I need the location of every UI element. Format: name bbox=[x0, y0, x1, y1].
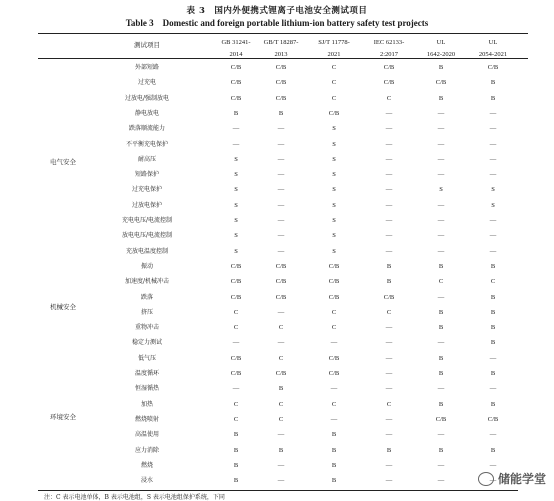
table-cell: B bbox=[438, 324, 444, 332]
table-row bbox=[0, 412, 554, 427]
table-cell: — bbox=[330, 339, 338, 347]
table-cell: S bbox=[332, 247, 336, 255]
table-cell: — bbox=[437, 477, 445, 485]
table-cell: — bbox=[277, 171, 285, 179]
header-standard bbox=[415, 38, 467, 59]
table-cell: C bbox=[278, 400, 284, 408]
table-cell: C bbox=[438, 278, 444, 286]
category-mechanical: 机械安全 bbox=[50, 303, 76, 311]
header-standard bbox=[467, 38, 519, 59]
table-cell: — bbox=[437, 217, 445, 224]
table-cell: C/B bbox=[328, 370, 340, 377]
table-cell: — bbox=[385, 431, 393, 439]
row-item-label: 充电电压/电流控制 bbox=[121, 217, 173, 224]
wechat-icon bbox=[478, 472, 494, 486]
table-cell: — bbox=[232, 140, 240, 148]
table-cell: C bbox=[278, 415, 284, 423]
table-cell: — bbox=[385, 140, 393, 148]
table-cell: — bbox=[489, 155, 497, 163]
table-cell: C bbox=[331, 64, 337, 71]
table-title-cn: 表 3 国内外便携式锂离子电池安全测试项目 bbox=[186, 6, 368, 16]
table-cell: B bbox=[490, 324, 496, 332]
table-cell: — bbox=[437, 125, 445, 133]
table-cell: — bbox=[489, 385, 497, 393]
table-row bbox=[0, 182, 554, 197]
table-cell: B bbox=[278, 446, 284, 454]
table-cell: C bbox=[233, 400, 239, 408]
table-cell: C bbox=[233, 324, 239, 332]
row-item-label: 浸水 bbox=[140, 477, 153, 485]
table-cell: — bbox=[385, 125, 393, 133]
table-cell: C bbox=[278, 324, 284, 332]
table-cell: — bbox=[437, 385, 445, 393]
header-standard-line2: 2:2017 bbox=[379, 51, 399, 58]
table-cell: B bbox=[331, 477, 337, 485]
table-row bbox=[0, 228, 554, 243]
table-cell: — bbox=[437, 293, 445, 301]
row-item-label: 加热 bbox=[140, 400, 153, 408]
row-item-label: 燃烧喷射 bbox=[134, 415, 159, 423]
table-cell: C/B bbox=[275, 94, 287, 102]
table-cell: S bbox=[332, 232, 336, 240]
row-item-label: 耐高压 bbox=[137, 155, 156, 163]
table-cell: C bbox=[331, 400, 337, 408]
table-row bbox=[0, 290, 554, 305]
table-cell: — bbox=[489, 217, 497, 224]
table-cell: S bbox=[234, 186, 238, 194]
table-cell: C bbox=[386, 94, 392, 102]
table-cell: — bbox=[277, 125, 285, 133]
table-cell: — bbox=[385, 415, 393, 423]
table-row bbox=[0, 397, 554, 412]
table-cell: C/B bbox=[435, 79, 447, 87]
table-cell: B bbox=[490, 339, 496, 347]
table-cell: C/B bbox=[230, 79, 242, 87]
table-cell: B bbox=[438, 262, 444, 270]
table-cell: B bbox=[438, 94, 444, 102]
header-standard-line2: 1642-2020 bbox=[426, 51, 456, 58]
row-item-label: 稳定力测试 bbox=[131, 339, 162, 347]
table-cell: S bbox=[332, 171, 336, 179]
table-cell: — bbox=[277, 232, 285, 240]
table-cell: — bbox=[385, 477, 393, 485]
table-cell: C/B bbox=[328, 354, 340, 362]
table-cell: — bbox=[437, 431, 445, 439]
row-item-label: 应力消除 bbox=[134, 446, 159, 454]
table-cell: B bbox=[386, 262, 392, 270]
table-cell: B bbox=[438, 354, 444, 362]
table-cell: — bbox=[489, 125, 497, 133]
row-item-label: 低气压 bbox=[137, 354, 156, 362]
table-cell: C/B bbox=[383, 64, 395, 71]
table-cell: — bbox=[385, 171, 393, 179]
table-cell: — bbox=[489, 247, 497, 255]
table-cell: — bbox=[277, 308, 285, 316]
table-cell: C/B bbox=[328, 262, 340, 270]
row-item-label: 静电放电 bbox=[134, 109, 159, 117]
row-item-label: 过充电保护 bbox=[131, 186, 162, 194]
table-cell: — bbox=[330, 415, 338, 423]
table-cell: B bbox=[233, 477, 239, 485]
table-cell: C/B bbox=[275, 293, 287, 301]
table-cell: B bbox=[331, 431, 337, 439]
table-cell: B bbox=[278, 109, 284, 117]
table-row bbox=[0, 121, 554, 136]
row-item-label: 振动 bbox=[140, 262, 153, 270]
table-cell: — bbox=[385, 155, 393, 163]
table-cell: — bbox=[437, 339, 445, 347]
bottom-rule bbox=[38, 490, 518, 491]
table-cell: — bbox=[437, 140, 445, 148]
table-row bbox=[0, 381, 554, 396]
table-cell: C/B bbox=[230, 278, 242, 286]
table-row bbox=[0, 473, 554, 488]
table-cell: C/B bbox=[328, 109, 340, 117]
table-row bbox=[0, 259, 554, 274]
table-cell: C/B bbox=[230, 262, 242, 270]
table-cell: C/B bbox=[383, 79, 395, 87]
table-cell: B bbox=[490, 79, 496, 87]
table-cell: C/B bbox=[383, 293, 395, 301]
table-cell: B bbox=[438, 370, 444, 377]
header-standard bbox=[308, 38, 360, 59]
table-cell: B bbox=[386, 278, 392, 286]
header-standard-line1: GB 31241- bbox=[221, 39, 251, 46]
header-standard-line1: GB/T 18287- bbox=[263, 39, 299, 46]
header-standard bbox=[255, 38, 307, 59]
table-cell: — bbox=[489, 461, 497, 469]
table-row bbox=[0, 198, 554, 213]
table-row bbox=[0, 351, 554, 366]
table-cell: — bbox=[385, 370, 393, 377]
table-row bbox=[0, 335, 554, 350]
table-cell: — bbox=[277, 140, 285, 148]
table-row bbox=[0, 167, 554, 182]
table-cell: — bbox=[385, 109, 393, 117]
header-standard-line1: UL bbox=[488, 39, 498, 46]
table-cell: — bbox=[385, 385, 393, 393]
table-cell: S bbox=[491, 201, 495, 209]
table-cell: S bbox=[234, 155, 238, 163]
table-cell: C/B bbox=[230, 370, 242, 377]
table-cell: — bbox=[385, 339, 393, 347]
table-cell: C bbox=[386, 400, 392, 408]
table-cell: — bbox=[489, 431, 497, 439]
table-cell: B bbox=[386, 446, 392, 454]
row-item-label: 充放电温度控制 bbox=[125, 247, 168, 255]
row-item-label: 过放电保护 bbox=[131, 201, 162, 209]
table-cell: C bbox=[386, 308, 392, 316]
table-cell: — bbox=[385, 461, 393, 469]
row-item-label: 温度循环 bbox=[134, 370, 159, 377]
header-standard-line1: UL bbox=[436, 39, 446, 46]
header-standard-line1: IEC 62133- bbox=[373, 39, 405, 46]
table-row bbox=[0, 427, 554, 442]
table-cell: — bbox=[277, 217, 285, 224]
table-cell: B bbox=[490, 446, 496, 454]
row-item-label: 短路保护 bbox=[134, 171, 159, 179]
table-cell: — bbox=[437, 109, 445, 117]
table-cell: B bbox=[438, 64, 444, 71]
table-cell: C/B bbox=[230, 354, 242, 362]
table-cell: S bbox=[332, 186, 336, 194]
row-item-label: 过放电/强制放电 bbox=[124, 94, 170, 102]
table-cell: B bbox=[438, 446, 444, 454]
row-item-label: 挤压 bbox=[140, 308, 153, 316]
row-item-label: 跌落 bbox=[140, 293, 153, 301]
table-cell: — bbox=[489, 232, 497, 240]
table-cell: — bbox=[277, 461, 285, 469]
header-standard-line2: 2054-2021 bbox=[478, 51, 508, 58]
table-cell: C/B bbox=[275, 370, 287, 377]
table-cell: — bbox=[385, 201, 393, 209]
table-cell: B bbox=[490, 400, 496, 408]
table-cell: C/B bbox=[275, 262, 287, 270]
table-title-en: Table 3 Domestic and foreign portable lithium-ion battery safety test projects bbox=[125, 18, 429, 28]
table-cell: — bbox=[489, 477, 497, 485]
table-cell: — bbox=[489, 354, 497, 362]
table-cell: — bbox=[437, 232, 445, 240]
table-cell: B bbox=[490, 94, 496, 102]
table-cell: S bbox=[234, 217, 238, 224]
table-cell: — bbox=[385, 232, 393, 240]
table-cell: — bbox=[385, 186, 393, 194]
table-cell: B bbox=[233, 461, 239, 469]
table-cell: C/B bbox=[275, 64, 287, 71]
table-cell: — bbox=[489, 140, 497, 148]
table-cell: — bbox=[437, 171, 445, 179]
table-cell: — bbox=[330, 385, 338, 393]
table-row bbox=[0, 244, 554, 259]
top-rule bbox=[38, 33, 528, 34]
table-cell: C/B bbox=[230, 64, 242, 71]
table-cell: — bbox=[232, 339, 240, 347]
table-row bbox=[0, 305, 554, 320]
table-cell: — bbox=[385, 324, 393, 332]
table-note: 注：C 表示电池单体，B 表示电池组，S 表示电池组保护系统，下同 bbox=[44, 494, 225, 501]
table-cell: — bbox=[385, 217, 393, 224]
watermark bbox=[478, 470, 546, 487]
table-cell: — bbox=[437, 155, 445, 163]
row-item-label: 燃烧 bbox=[140, 461, 153, 469]
header-standard bbox=[363, 38, 415, 59]
table-cell: — bbox=[277, 431, 285, 439]
table-row bbox=[0, 91, 554, 106]
table-cell: S bbox=[332, 201, 336, 209]
table-row bbox=[0, 60, 554, 75]
table-cell: B bbox=[490, 308, 496, 316]
table-cell: B bbox=[233, 109, 239, 117]
table-cell: S bbox=[234, 171, 238, 179]
row-item-label: 不平衡充电保护 bbox=[125, 140, 168, 148]
table-row bbox=[0, 213, 554, 228]
table-cell: — bbox=[437, 247, 445, 255]
table-cell: C/B bbox=[275, 278, 287, 286]
table-cell: C bbox=[331, 79, 337, 87]
row-item-label: 跌落顺流能力 bbox=[128, 125, 165, 133]
table-cell: — bbox=[277, 247, 285, 255]
table-cell: C bbox=[331, 324, 337, 332]
category-environmental: 环境安全 bbox=[50, 413, 76, 421]
table-cell: C/B bbox=[230, 94, 242, 102]
table-row bbox=[0, 366, 554, 381]
table-cell: S bbox=[332, 155, 336, 163]
table-cell: B bbox=[331, 446, 337, 454]
table-cell: C bbox=[331, 308, 337, 316]
table-cell: C/B bbox=[328, 278, 340, 286]
table-row bbox=[0, 75, 554, 90]
table-cell: S bbox=[491, 186, 495, 194]
table-cell: B bbox=[438, 308, 444, 316]
header-standard-line2: 2021 bbox=[327, 51, 341, 58]
table-cell: — bbox=[232, 125, 240, 133]
table-cell: S bbox=[234, 201, 238, 209]
header-standard-line2: 2014 bbox=[229, 51, 243, 58]
table-row bbox=[0, 320, 554, 335]
table-row bbox=[0, 106, 554, 121]
table-cell: — bbox=[489, 171, 497, 179]
table-cell: C/B bbox=[435, 415, 447, 423]
table-cell: B bbox=[233, 446, 239, 454]
table-row bbox=[0, 137, 554, 152]
table-cell: B bbox=[278, 385, 284, 393]
header-item-column: 测试项目 bbox=[134, 42, 160, 49]
table-cell: S bbox=[332, 217, 336, 224]
table-cell: C bbox=[233, 415, 239, 423]
table-cell: C bbox=[490, 278, 496, 286]
row-item-label: 高温使用 bbox=[134, 431, 159, 439]
row-item-label: 加速度/机械冲击 bbox=[124, 278, 170, 286]
header-standard-line2: 2013 bbox=[274, 51, 288, 58]
table-cell: C bbox=[278, 354, 284, 362]
table-cell: C/B bbox=[230, 293, 242, 301]
table-cell: S bbox=[234, 247, 238, 255]
table-cell: C bbox=[233, 308, 239, 316]
table-cell: — bbox=[232, 385, 240, 393]
table-row bbox=[0, 443, 554, 458]
table-row bbox=[0, 458, 554, 473]
table-cell: — bbox=[277, 477, 285, 485]
table-cell: — bbox=[277, 339, 285, 347]
table-cell: — bbox=[385, 247, 393, 255]
table-cell: S bbox=[332, 125, 336, 133]
table-cell: S bbox=[439, 186, 443, 194]
table-cell: B bbox=[331, 461, 337, 469]
table-row bbox=[0, 274, 554, 289]
table-cell: — bbox=[489, 109, 497, 117]
row-item-label: 重物冲击 bbox=[134, 324, 159, 332]
table-cell: — bbox=[437, 201, 445, 209]
category-electrical: 电气安全 bbox=[50, 158, 76, 166]
table-cell: C/B bbox=[487, 415, 499, 423]
row-item-label: 恒湿循热 bbox=[134, 385, 159, 393]
watermark-text: 储能学堂 bbox=[497, 472, 546, 486]
row-item-label: 过充电 bbox=[137, 79, 156, 87]
table-cell: C/B bbox=[487, 64, 499, 71]
table-cell: — bbox=[385, 354, 393, 362]
table-cell: B bbox=[490, 370, 496, 377]
table-cell: C/B bbox=[275, 79, 287, 87]
table-cell: — bbox=[277, 155, 285, 163]
table-cell: C/B bbox=[328, 293, 340, 301]
table-row bbox=[0, 152, 554, 167]
table-cell: B bbox=[490, 293, 496, 301]
table-cell: S bbox=[332, 140, 336, 148]
table-cell: S bbox=[234, 232, 238, 240]
row-item-label: 放电电压/电流控制 bbox=[121, 232, 173, 240]
table-cell: — bbox=[277, 201, 285, 209]
table-cell: B bbox=[438, 400, 444, 408]
table-cell: — bbox=[277, 186, 285, 194]
row-item-label: 外部短路 bbox=[134, 64, 159, 71]
table-cell: — bbox=[437, 461, 445, 469]
table-cell: C bbox=[331, 94, 337, 102]
header-standard-line1: SJ/T 11778- bbox=[318, 39, 350, 46]
table-cell: B bbox=[490, 262, 496, 270]
table-cell: B bbox=[233, 431, 239, 439]
